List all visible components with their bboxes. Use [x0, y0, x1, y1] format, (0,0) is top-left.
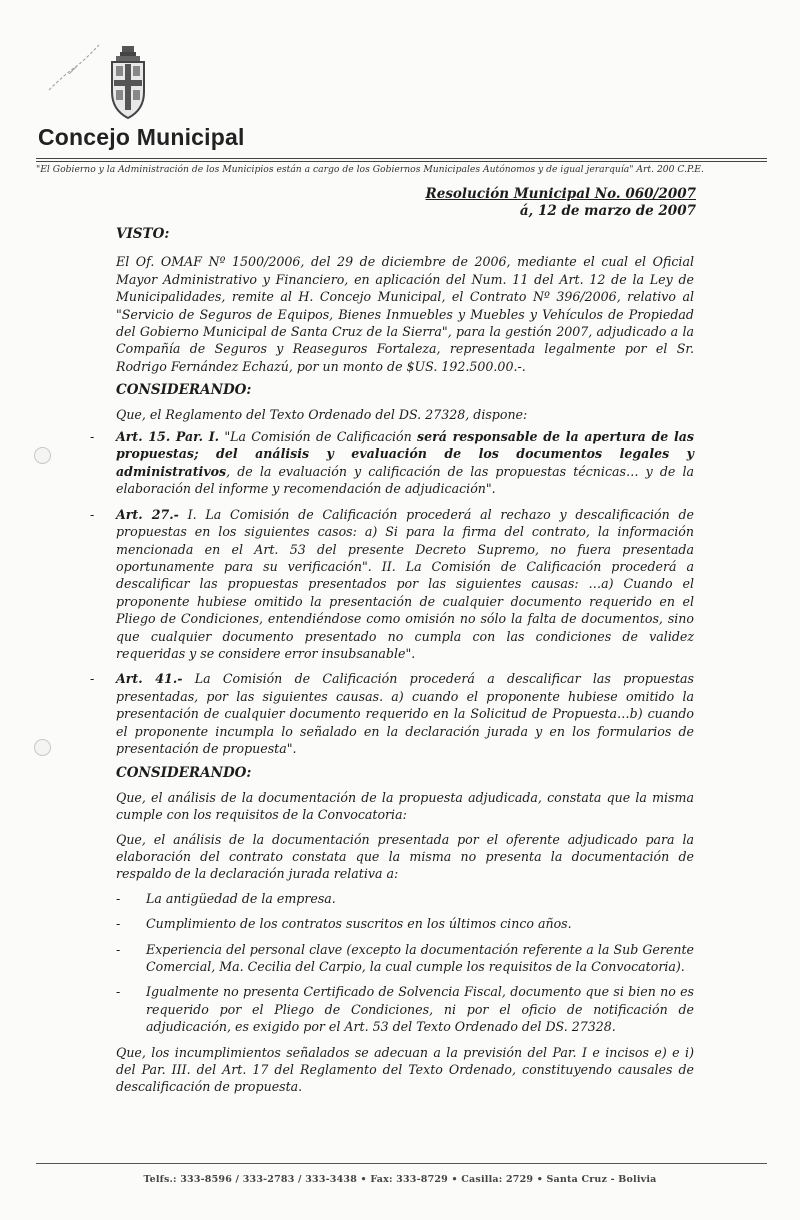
article-item	[116, 670, 694, 757]
article-label: Art. 41.-	[116, 671, 183, 687]
article-label: Art. 15. Par. I.	[116, 429, 220, 445]
organization-name: Concejo Municipal	[38, 124, 245, 150]
resolution-block	[426, 186, 696, 220]
resolution-date: á, 12 de marzo de 2007	[519, 203, 696, 219]
footer-contact: Telfs.: 333-8596 / 333-2783 / 333-3438 • Fax: 333-8729 • Casilla: 2729 • Santa Cruz - Bolivia	[143, 1174, 657, 1185]
article-text: La Comisión de Calificación procederá a descalificar las propuestas presentadas, por las siguientes causas. a) cuando el proponente hubiese omitido la presentación de cualquier documento requerido en la Solicitud de Propuesta…b) cuando el proponente incumpla lo señalado en la declaración jurada y en los formularios de presentación de propuesta".	[116, 671, 694, 756]
article-emphasis: será responsable de la apertura de las propuestas; del análisis y evaluación de los documentos legales y administrativos	[116, 429, 694, 479]
article-label: Art. 27.-	[116, 506, 179, 522]
considerando-paragraph: Que, los incumplimientos señalados se adecuan a la previsión del Par. I e incisos e) e i) del Par. III. del Art. 17 del Reglamento del Texto Ordenado, constituyendo causales de descalificación de propuesta.	[116, 1044, 694, 1095]
visto-text: El Of. OMAF Nº 1500/2006, del 29 de diciembre de 2006, mediante el cual el Oficial Mayor Administrativo y Financiero, en aplicación del Num. 11 del Art. 12 de la Ley de Municipalidades, remite al H. Concejo Municipal, el Contrato Nº 396/2006, relativo al "Servicio de Seguros de Equipos, Bienes Inmuebles y Muebles y Vehículos de Propiedad del Gobierno Municipal de Santa Cruz de la Sierra", para la gestión 2007, adjudicado a la Compañía de Seguros y Reaseguros Fortaleza, representada legalmente por el Sr. Rodrigo Fernández Echazú, por un monto de $US. 192.500.00.-.	[116, 254, 694, 374]
list-item: - Cumplimiento de los contratos suscritos en los últimos cinco años.	[116, 915, 694, 932]
considerando-heading: CONSIDERANDO:	[116, 382, 252, 399]
resolution-number: Resolución Municipal No. 060/2007	[425, 186, 696, 202]
article-text: I. La Comisión de Calificación procederá al rechazo y descalificación de propuestas en los siguientes casos: a) Si para la firma del contrato, la información mencionada en el Art. 53 del presente Decreto Supremo, no fuera presentada oportunamente para su verificación". II. La Comisión de Calificación procederá a descalificar las propuestas presentados por las siguientes causas: …a) Cuando el proponente hubiese omitido la presentación de cualquier documento requerido en el Pliego de Condiciones, entendiéndose como omisión no sólo la falta de documentos, sino que cualquier documento presentado no cumpla con las condiciones de validez requeridas y se considere error insubsanable".	[116, 506, 694, 661]
punch-hole	[34, 739, 51, 756]
article-list	[116, 428, 694, 757]
punch-hole	[34, 447, 51, 464]
article-item	[116, 428, 694, 498]
considerando-paragraph: Que, el análisis de la documentación de la propuesta adjudicada, constata que la misma cumple con los requisitos de la Convocatoria:	[116, 789, 694, 823]
article-item	[116, 506, 694, 663]
considerando-intro: Que, el Reglamento del Texto Ordenado del DS. 27328, dispone:	[116, 406, 528, 422]
article-text: "La Comisión de Calificación	[219, 429, 418, 445]
article-text: , de la evaluación y calificación de las propuestas técnicas… y de la elaboración del informe y recomendación de adjudicación".	[116, 463, 694, 497]
coat-of-arms-icon	[106, 44, 150, 120]
document-body	[116, 226, 694, 1103]
visto-heading: VISTO:	[116, 226, 170, 242]
pencil-mark	[44, 30, 114, 100]
list-item: - Igualmente no presenta Certificado de Solvencia Fiscal, documento que si bien no es requerido por el Pliego de Condiciones, ni por el oficio de notificación de adjudicación, es exigido por el Art. 53 del Texto Ordenado del DS. 27328.	[116, 983, 694, 1035]
deficiency-list	[116, 890, 694, 1036]
motto: "El Gobierno y la Administración de los Municipios están a cargo de los Gobiernos Municipales Autónomos y de igual jerarquía" Art. 200 C.P.E.	[36, 164, 704, 175]
header-rule	[36, 158, 767, 162]
footer-rule	[36, 1163, 767, 1164]
considerando-paragraph: Que, el análisis de la documentación presentada por el oferente adjudicado para la elaboración del contrato constata que la misma no presenta la documentación de respaldo de la declaración jurada relativa a:	[116, 831, 694, 882]
list-item: - Experiencia del personal clave (excepto la documentación referente a la Sub Gerente Comercial, Ma. Cecilia del Carpio, la cual cumple los requisitos de la Convocatoria).	[116, 941, 694, 976]
list-item: - La antigüedad de la empresa.	[116, 890, 694, 907]
considerando-heading: CONSIDERANDO:	[116, 765, 252, 782]
